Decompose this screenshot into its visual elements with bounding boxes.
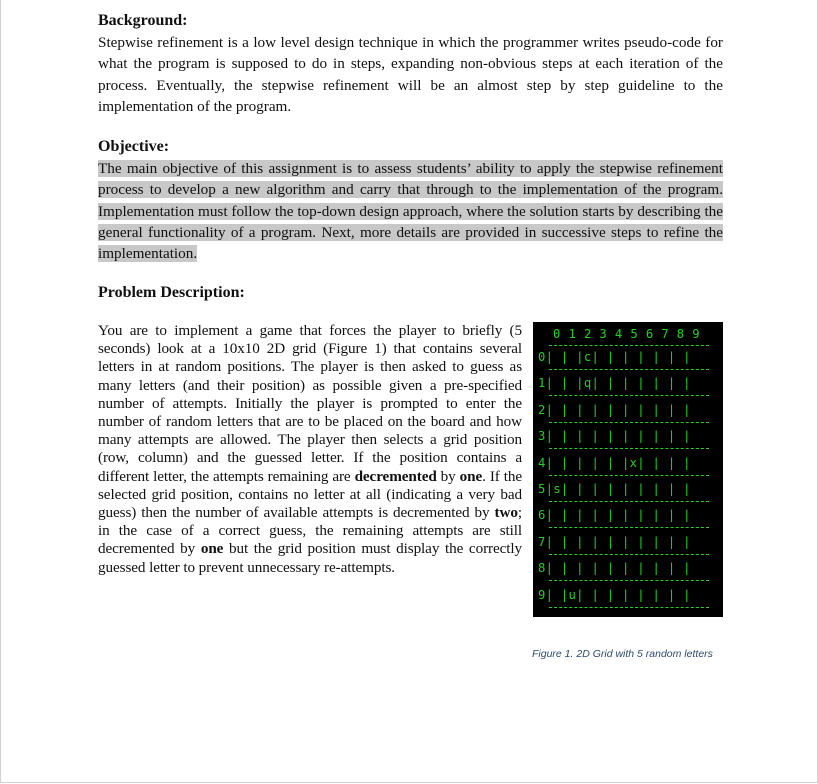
- objective-highlighted-text: The main objective of this assignment is to assess students’ ability to apply the stepwise refinement process to develop a new algorithm and carry that through to the implementation of the program. Implementation must follow the top-down design approach, where the solution starts by describing the general functionality of a program. Next, more details are provided in successive steps to refine the implementation.: [98, 160, 723, 263]
- objective-section: [98, 136, 723, 264]
- grid-separator: [549, 448, 709, 449]
- problem-heading: Problem Description:: [98, 284, 245, 301]
- grid-row: 7| | | | | | | | | |: [538, 534, 691, 549]
- grid-row: 9| |u| | | | | | | |: [538, 587, 691, 602]
- grid-separator: [549, 527, 709, 528]
- grid-separator: [549, 369, 709, 370]
- grid-separator: [549, 580, 709, 581]
- problem-text-4: ; in the case of a correct guess, the remaining attempts are still decremented by: [98, 504, 522, 558]
- grid-column-header: 0 1 2 3 4 5 6 7 8 9: [553, 327, 701, 341]
- grid-row: 4| | | | | |x| | | |: [538, 455, 691, 470]
- grid-separator: [549, 475, 709, 476]
- grid-separator: [549, 345, 709, 346]
- grid-separator: [549, 607, 709, 608]
- grid-separator: [549, 501, 709, 502]
- problem-text-3: . If the selected grid position, contains no letter at all (indicating a very bad guess) then the number of available attempts is decremented by: [98, 467, 522, 522]
- problem-section: [98, 282, 723, 304]
- problem-text-1: You are to implement a game that forces the player to briefly (5 seconds) look at a 10x10 2D grid (Figure 1) that contains several letters in at random positions. The player is then asked to guess as many letters (and their position) as possible given a pre-specified number of attempts. Initially the player is prompted to enter the number of random letters that are to be placed on the board and how many attempts are allowed. The player then selects a grid position (row, column) and the guessed letter. If the position contains a different letter, the attempts remaining are: [98, 322, 522, 485]
- grid-separator: [549, 395, 709, 396]
- figure-caption: Figure 1. 2D Grid with 5 random letters: [532, 648, 713, 660]
- grid-row: 8| | | | | | | | | |: [538, 561, 691, 576]
- objective-paragraph: [98, 158, 723, 264]
- objective-heading: Objective:: [98, 138, 170, 155]
- problem-text-5: but the grid position must display the correctly guessed letter to prevent unnecessary re-attempts.: [98, 540, 523, 576]
- problem-text-2: by: [436, 467, 460, 485]
- grid-separator: [549, 422, 709, 423]
- problem-bold-one: one: [459, 467, 483, 485]
- problem-paragraph: [98, 322, 522, 577]
- background-heading: Background:: [98, 12, 188, 29]
- grid-row: 3| | | | | | | | | |: [538, 429, 691, 444]
- grid-separator: [549, 554, 709, 555]
- grid-row: 6| | | | | | | | | |: [538, 508, 691, 523]
- problem-bold-one-2: one: [200, 540, 224, 558]
- grid-row: 0| | |c| | | | | | |: [538, 350, 691, 364]
- grid-row: 2| | | | | | | | | |: [538, 402, 691, 417]
- grid-row: 5|s| | | | | | | | |: [538, 482, 691, 496]
- background-section: [98, 10, 723, 117]
- problem-bold-decremented: decremented: [354, 467, 437, 485]
- grid-figure-image: [533, 322, 723, 617]
- problem-bold-two: two: [494, 504, 518, 522]
- background-paragraph: Stepwise refinement is a low level design technique in which the programmer writes pseudo-code for what the program is supposed to do in steps, expanding non-obvious steps at each iteration of the process. Eventually, the stepwise refinement will be an almost step by step guideline to the implementation of the program.: [98, 34, 723, 115]
- grid-row: 1| | |q| | | | | | |: [538, 376, 691, 391]
